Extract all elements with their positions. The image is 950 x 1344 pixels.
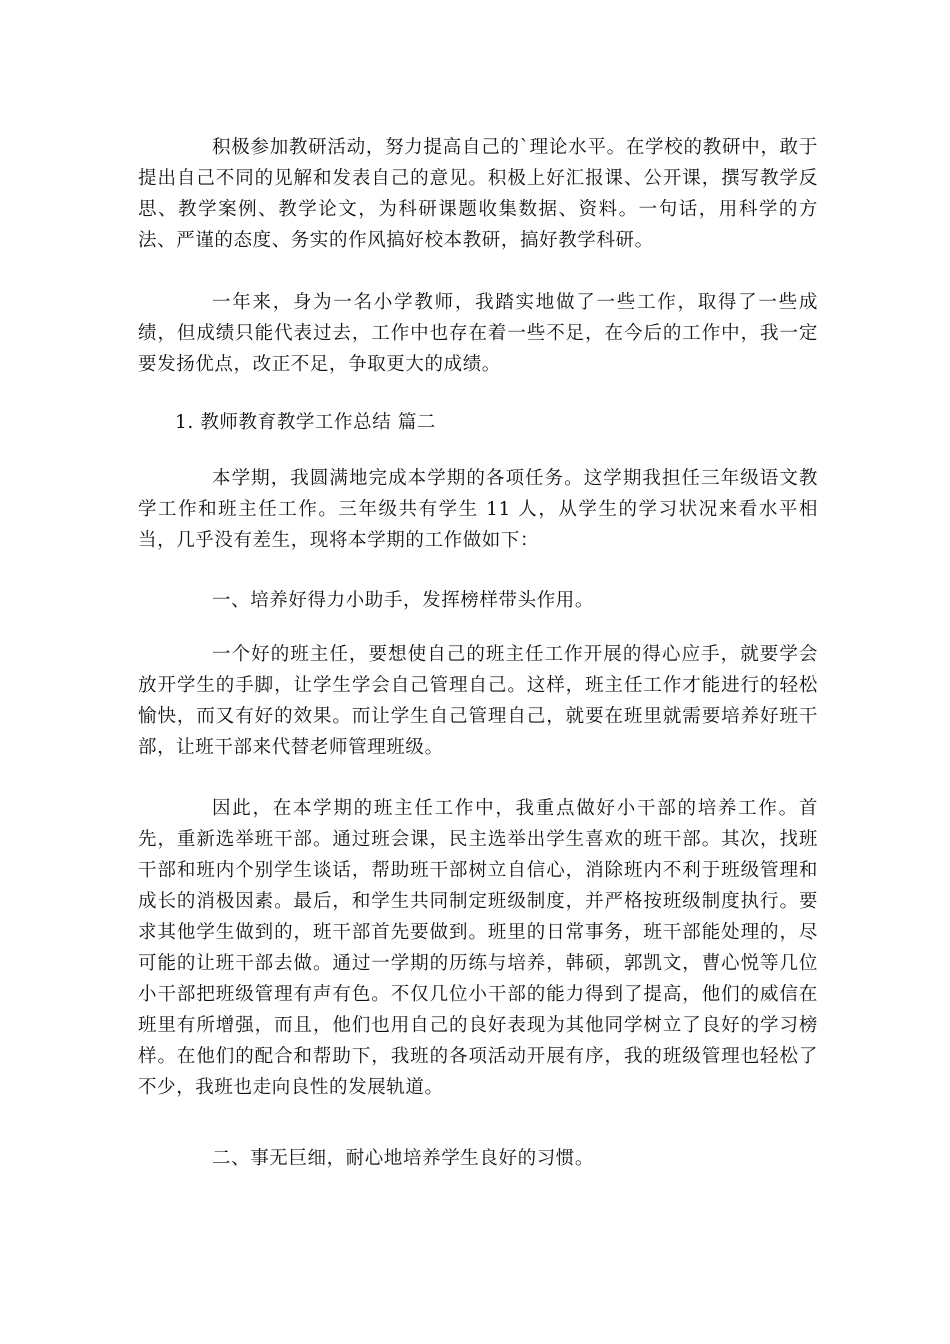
paragraph-semester-overview: 本学期，我圆满地完成本学期的各项任务。这学期我担任三年级语文教学工作和班主任工作。三年级共有学生 11 人，从学生的学习状况来看水平相当，几乎没有差生，现将本学期的工作做如下：: [138, 468, 818, 551]
paragraph-cadre-training: 因此，在本学期的班主任工作中，我重点做好小干部的培养工作。首先，重新选举班干部。通过班会课，民主选举出学生喜欢的班干部。其次，找班干部和班内个别学生谈话，帮助班干部树立自信心，消除班内不利于班级管理和成长的消极因素。最后，和学生共同制定班级制度，并严格按班级制度执行。要求其他学生做到的，班干部首先要做到。班里的日常事务，班干部能处理的，尽可能的让班干部去做。通过一学期的历练与培养，韩硕，郭凯文，曹心悦等几位小干部把班级管理有声有色。不仅几位小干部的能力得到了提高，他们的威信在班里有所增强，而且，他们也用自己的良好表现为其他同学树立了良好的学习榜样。在他们的配合和帮助下，我班的各项活动开展有序，我的班级管理也轻松了不少，我班也走向良性的发展轨道。: [138, 798, 818, 1098]
subheading-assistants: 一、培养好得力小助手，发挥榜样带头作用。: [212, 590, 595, 611]
paragraph-year-summary: 一年来，身为一名小学教师，我踏实地做了一些工作，取得了一些成绩，但成绩只能代表过去，工作中也存在着一些不足，在今后的工作中，我一定要发扬优点，改正不足，争取更大的成绩。: [138, 292, 818, 375]
paragraph-teaching-research: 积极参加教研活动，努力提高自己的`理论水平。在学校的教研中，敢于提出自己不同的见解和发表自己的意见。积极上好汇报课、公开课，撰写教学反思、教学案例、教学论文，为科研课题收集数据、资料。一句话，用科学的方法、严谨的态度、务实的作风搞好校本教研，搞好教学科研。: [138, 137, 818, 251]
subheading-habits: 二、事无巨细，耐心地培养学生良好的习惯。: [212, 1148, 595, 1169]
paragraph-class-teacher: 一个好的班主任，要想使自己的班主任工作开展的得心应手，就要学会放开学生的手脚，让学生学会自己管理自己。这样，班主任工作才能进行的轻松愉快，而又有好的效果。而让学生自己管理自己，就要在班里就需要培养好班干部，让班干部来代替老师管理班级。: [138, 644, 818, 758]
section-title: 1. 教师教育教学工作总结 篇二: [175, 412, 437, 433]
